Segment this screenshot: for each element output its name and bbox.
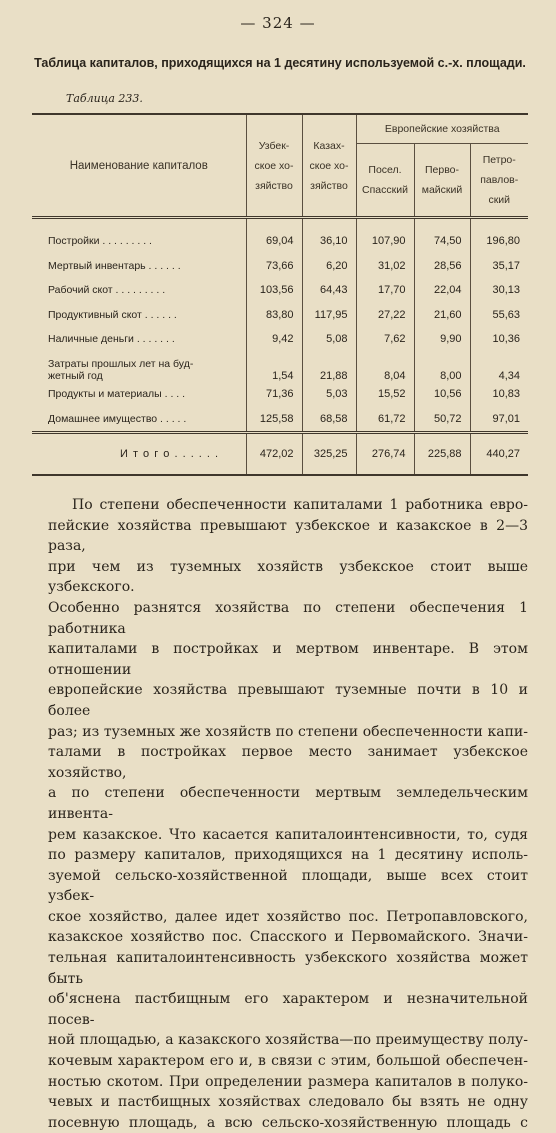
text-line: по размеру капиталов, приходящихся на 1 десятину исполь-: [48, 847, 528, 864]
table-row: [32, 407, 528, 433]
cell-value: 8,04: [356, 352, 414, 383]
cell-value: 83,80: [246, 303, 302, 328]
cell-value: 6,20: [302, 254, 356, 279]
cell-value: 8,00: [414, 352, 470, 383]
cell-value: 7,62: [356, 327, 414, 352]
cell-value: 68,58: [302, 407, 356, 433]
text-line: зуемой сельско-хозяйственной площади, выше всех стоит узбек-: [48, 867, 528, 905]
row-name: Продуктивный скот . . . . . .: [48, 308, 177, 321]
cell-value: 9,90: [414, 327, 470, 352]
text-line: казакское хозяйство пос. Спасского и Первомайского. Значи-: [48, 929, 528, 946]
cell-value: 9,42: [246, 327, 302, 352]
table-row: [32, 229, 528, 254]
text-line: ностью скотом. При определении размера капиталов в полуко-: [48, 1073, 528, 1090]
text-line: тельная капиталоинтенсивность узбекского хозяйства может быть: [48, 950, 528, 987]
text-line: Особенно разнятся хозяйства по степени обеспечения 1 работника: [48, 599, 528, 637]
header-name: Наименование капиталов: [32, 114, 246, 218]
cell-value: 117,95: [302, 303, 356, 328]
header-pervomay: Перво-майский: [414, 144, 470, 218]
cell-value: 97,01: [470, 407, 528, 433]
cell-value: 64,43: [302, 278, 356, 303]
cell-value: 17,70: [356, 278, 414, 303]
cell-value: 15,52: [356, 382, 414, 407]
table-row: [32, 352, 528, 383]
cell-value: 73,66: [246, 254, 302, 279]
cell-value: 4,34: [470, 352, 528, 383]
cell-value: 27,22: [356, 303, 414, 328]
cell-value: 61,72: [356, 407, 414, 433]
cell-value: 71,36: [246, 382, 302, 407]
row-name: Продукты и материалы . . . .: [48, 388, 186, 401]
cell-value: 74,50: [414, 229, 470, 254]
cell-value: 125,58: [246, 407, 302, 433]
table-title: Таблица капиталов, приходящихся на 1 десятину используемой с.-х. площади.: [34, 56, 526, 70]
total-value: 325,25: [302, 433, 356, 476]
header-petro: Петро-павлов-ский: [470, 144, 528, 218]
table-label: Таблица 233.: [66, 92, 143, 105]
table-row: [32, 303, 528, 328]
cell-value: 103,56: [246, 278, 302, 303]
cell-value: 22,04: [414, 278, 470, 303]
text-line: европейские хозяйства превышают туземные почти в 10 и более: [48, 682, 528, 719]
cell-value: 5,08: [302, 327, 356, 352]
header-spassky: Посел. Спасский: [356, 144, 414, 218]
total-value: 225,88: [414, 433, 470, 476]
total-row: [32, 433, 528, 476]
cell-value: 69,04: [246, 229, 302, 254]
header-european: Европейские хозяйства: [356, 114, 528, 144]
text-line: кочевым характером его и, в связи с этим, большой обеспечен-: [48, 1053, 528, 1070]
text-line: чевых и пастбищных хозяйствах следовало бы взять не одну: [48, 1094, 528, 1111]
table-row: [32, 382, 528, 407]
capital-table: [32, 113, 528, 476]
text-line: ной площадью, а казакского хозяйства—по преимуществу полу-: [48, 1032, 528, 1049]
cell-value: 30,13: [470, 278, 528, 303]
text-line: при чем из туземных хозяйств узбекское стоит выше узбекского.: [48, 558, 528, 596]
cell-value: 10,56: [414, 382, 470, 407]
total-value: 440,27: [470, 433, 528, 476]
cell-value: 5,03: [302, 382, 356, 407]
cell-value: 55,63: [470, 303, 528, 328]
text-line: ское хозяйство, далее идет хозяйство пос. Петропавловского,: [48, 908, 528, 925]
row-name: Затраты прошлых лет на буд-жетный год: [48, 357, 194, 382]
cell-value: 31,02: [356, 254, 414, 279]
cell-value: 50,72: [414, 407, 470, 433]
text-line: раз; из туземных же хозяйств по степени обеспеченности капи-: [48, 723, 528, 740]
text-line: об'яснена пастбищным его характером и незначительной посев-: [48, 991, 528, 1028]
row-name: Постройки . . . . . . . . .: [48, 235, 152, 248]
cell-value: 36,10: [302, 229, 356, 254]
text-line: посевную площадь, а всю сельско-хозяйственную площадь с: [48, 1114, 528, 1131]
cell-value: 196,80: [470, 229, 528, 254]
cell-value: 21,88: [302, 352, 356, 383]
total-value: 276,74: [356, 433, 414, 476]
cell-value: 21,60: [414, 303, 470, 328]
total-value: 472,02: [246, 433, 302, 476]
cell-value: 1,54: [246, 352, 302, 383]
cell-value: 10,83: [470, 382, 528, 407]
table-row: [32, 327, 528, 352]
text-line: талами в постройках первое место занимает узбекское хозяйство,: [48, 744, 528, 781]
header-kazakh: Казах-ское хо-зяйство: [302, 114, 356, 218]
row-name: Домашнее имущество . . . . .: [48, 412, 187, 425]
header-uzbek: Узбек-ское хо-зяйство: [246, 114, 302, 218]
cell-value: 107,90: [356, 229, 414, 254]
cell-value: 10,36: [470, 327, 528, 352]
cell-value: 35,17: [470, 254, 528, 279]
table-row: [32, 278, 528, 303]
page-number: — 324 —: [240, 14, 316, 32]
row-name: Мертвый инвентарь . . . . . .: [48, 259, 181, 272]
body-paragraph: [48, 495, 528, 1133]
total-label: И т о г о . . . . . .: [32, 433, 246, 476]
row-name: Наличные деньги . . . . . . .: [48, 333, 175, 346]
text-line: По степени обеспеченности капиталами 1 работника евро-: [72, 497, 528, 513]
text-line: капиталами в постройках и мертвом инвентаре. В этом отношении: [48, 641, 528, 678]
table-row: [32, 254, 528, 279]
cell-value: 28,56: [414, 254, 470, 279]
row-name: Рабочий скот . . . . . . . . .: [48, 284, 166, 297]
text-line: а по степени обеспеченности мертвым земледельческим инвента-: [48, 785, 528, 822]
text-line: рем казакское. Что касается капиталоинтенсивности, то, судя: [48, 826, 528, 843]
text-line: пейские хозяйства превышают узбекское и казакское в 2—3 раза,: [48, 517, 528, 555]
